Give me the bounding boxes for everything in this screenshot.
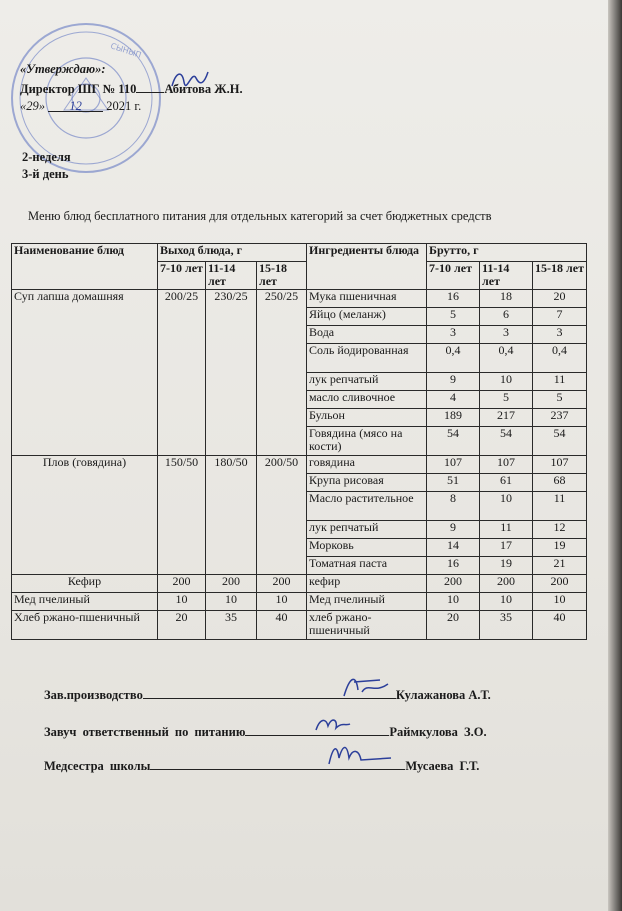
age-header: 7-10 лет [158,262,206,290]
gross-cell: 61 [480,474,533,492]
gross-cell: 10 [480,373,533,391]
ingredient-cell: Соль йодированная [307,344,427,373]
gross-cell: 18 [480,290,533,308]
yield-cell: 200 [158,575,206,593]
production-signature [340,672,392,702]
yield-cell: 10 [158,593,206,611]
week-label: 2-неделя [22,150,71,164]
gross-cell: 54 [427,427,480,456]
dish-cell: Суп лапша домашняя [12,290,158,456]
table-row [12,575,587,593]
signature-line-deputy [44,723,487,740]
col-yield-header: Выход блюда, г [158,244,307,262]
dish-cell: Кефир [12,575,158,593]
gross-cell: 0,4 [480,344,533,373]
table-header-row [12,244,587,262]
gross-cell: 6 [480,308,533,326]
age-header: 15-18 лет [533,262,587,290]
gross-cell: 10 [480,492,533,521]
gross-cell: 217 [480,409,533,427]
gross-cell: 21 [533,557,587,575]
signature-name: Кулажанова А.Т. [395,688,491,702]
dish-cell: Мед пчелиный [12,593,158,611]
gross-cell: 14 [427,539,480,557]
gross-cell: 16 [427,557,480,575]
gross-cell: 8 [427,492,480,521]
yield-cell: 200 [257,575,307,593]
age-header: 11-14 лет [206,262,257,290]
gross-cell: 19 [480,557,533,575]
approve-label: «Утверждаю»: [20,62,106,76]
gross-cell: 107 [480,456,533,474]
gross-cell: 237 [533,409,587,427]
gross-cell: 10 [480,593,533,611]
yield-cell: 230/25 [206,290,257,456]
signature-name: Мусаева Г.Т. [405,759,480,773]
gross-cell: 9 [427,521,480,539]
yield-cell: 250/25 [257,290,307,456]
col-ingredients-header: Ингредиенты блюда [307,244,427,290]
gross-cell: 17 [480,539,533,557]
ingredient-cell: хлеб ржано-пшеничный [307,611,427,640]
yield-cell: 35 [206,611,257,640]
gross-cell: 12 [533,521,587,539]
date-day: «29» [20,99,45,113]
gross-cell: 11 [480,521,533,539]
gross-cell: 9 [427,373,480,391]
gross-cell: 5 [533,391,587,409]
gross-cell: 20 [533,290,587,308]
col-dish-header: Наименование блюд [12,244,158,290]
yield-cell: 150/50 [158,456,206,575]
ingredient-cell: Масло растительное [307,492,427,521]
ingredient-cell: Крупа рисовая [307,474,427,492]
age-header: 11-14 лет [480,262,533,290]
ingredient-cell: лук репчатый [307,521,427,539]
dish-cell: Плов (говядина) [12,456,158,575]
deputy-signature [312,712,352,736]
ingredient-cell: лук репчатый [307,373,427,391]
signature-line-nurse [44,757,479,774]
signature-role: Зав.производство [44,688,143,702]
age-header: 7-10 лет [427,262,480,290]
yield-cell: 40 [257,611,307,640]
menu-caption: Меню блюд бесплатного питания для отдельных категорий за счет бюджетных средств [28,209,492,223]
ingredient-cell: говядина [307,456,427,474]
gross-cell: 0,4 [533,344,587,373]
gross-cell: 20 [427,611,480,640]
signature-line-production [44,686,491,703]
paper-edge-shadow [608,0,622,911]
ingredient-cell: Бульон [307,409,427,427]
ingredient-cell: масло сливочное [307,391,427,409]
col-gross-header: Брутто, г [427,244,587,262]
table-row [12,593,587,611]
gross-cell: 0,4 [427,344,480,373]
director-signature [170,66,210,92]
gross-cell: 10 [533,593,587,611]
gross-cell: 3 [480,326,533,344]
gross-cell: 200 [480,575,533,593]
yield-cell: 10 [206,593,257,611]
yield-cell: 200 [206,575,257,593]
yield-cell: 200/50 [257,456,307,575]
menu-table [11,243,587,640]
ingredient-cell: Яйцо (меланж) [307,308,427,326]
gross-cell: 5 [427,308,480,326]
ingredient-cell: Мука пшеничная [307,290,427,308]
ingredient-cell: Томатная паста [307,557,427,575]
gross-cell: 3 [533,326,587,344]
gross-cell: 11 [533,492,587,521]
gross-cell: 68 [533,474,587,492]
gross-cell: 54 [480,427,533,456]
gross-cell: 35 [480,611,533,640]
yield-cell: 10 [257,593,307,611]
ingredient-cell: кефир [307,575,427,593]
nurse-signature [325,738,395,770]
table-row [12,290,587,308]
gross-cell: 5 [480,391,533,409]
gross-cell: 19 [533,539,587,557]
gross-cell: 4 [427,391,480,409]
signature-role: Завуч ответственный по питанию [44,725,246,739]
age-header: 15-18 лет [257,262,307,290]
gross-cell: 11 [533,373,587,391]
gross-cell: 107 [427,456,480,474]
gross-cell: 10 [427,593,480,611]
gross-cell: 40 [533,611,587,640]
gross-cell: 200 [533,575,587,593]
gross-cell: 107 [533,456,587,474]
gross-cell: 7 [533,308,587,326]
day-label: 3-й день [22,167,69,181]
director-signature-line [136,80,164,93]
ingredient-cell: Мед пчелиный [307,593,427,611]
signature-role: Медсестра школы [44,759,151,773]
gross-cell: 189 [427,409,480,427]
ingredient-cell: Морковь [307,539,427,557]
table-row [12,611,587,640]
gross-cell: 3 [427,326,480,344]
date-year: 2021 г. [106,99,142,113]
gross-cell: 16 [427,290,480,308]
date-month: 12 [48,99,103,112]
yield-cell: 20 [158,611,206,640]
seal-text: СЫНЫП [109,41,143,60]
gross-cell: 51 [427,474,480,492]
yield-cell: 180/50 [206,456,257,575]
ingredient-cell: Говядина (мясо на кости) [307,427,427,456]
gross-cell: 200 [427,575,480,593]
director-name: Абитова Ж.Н. [164,82,243,96]
director-prefix: Директор ШГ № 110 [20,82,137,96]
yield-cell: 200/25 [158,290,206,456]
dish-cell: Хлеб ржано-пшеничный [12,611,158,640]
signature-name: Раймкулова З.О. [389,725,487,739]
ingredient-cell: Вода [307,326,427,344]
table-row [12,456,587,474]
gross-cell: 54 [533,427,587,456]
approval-date [20,99,141,114]
